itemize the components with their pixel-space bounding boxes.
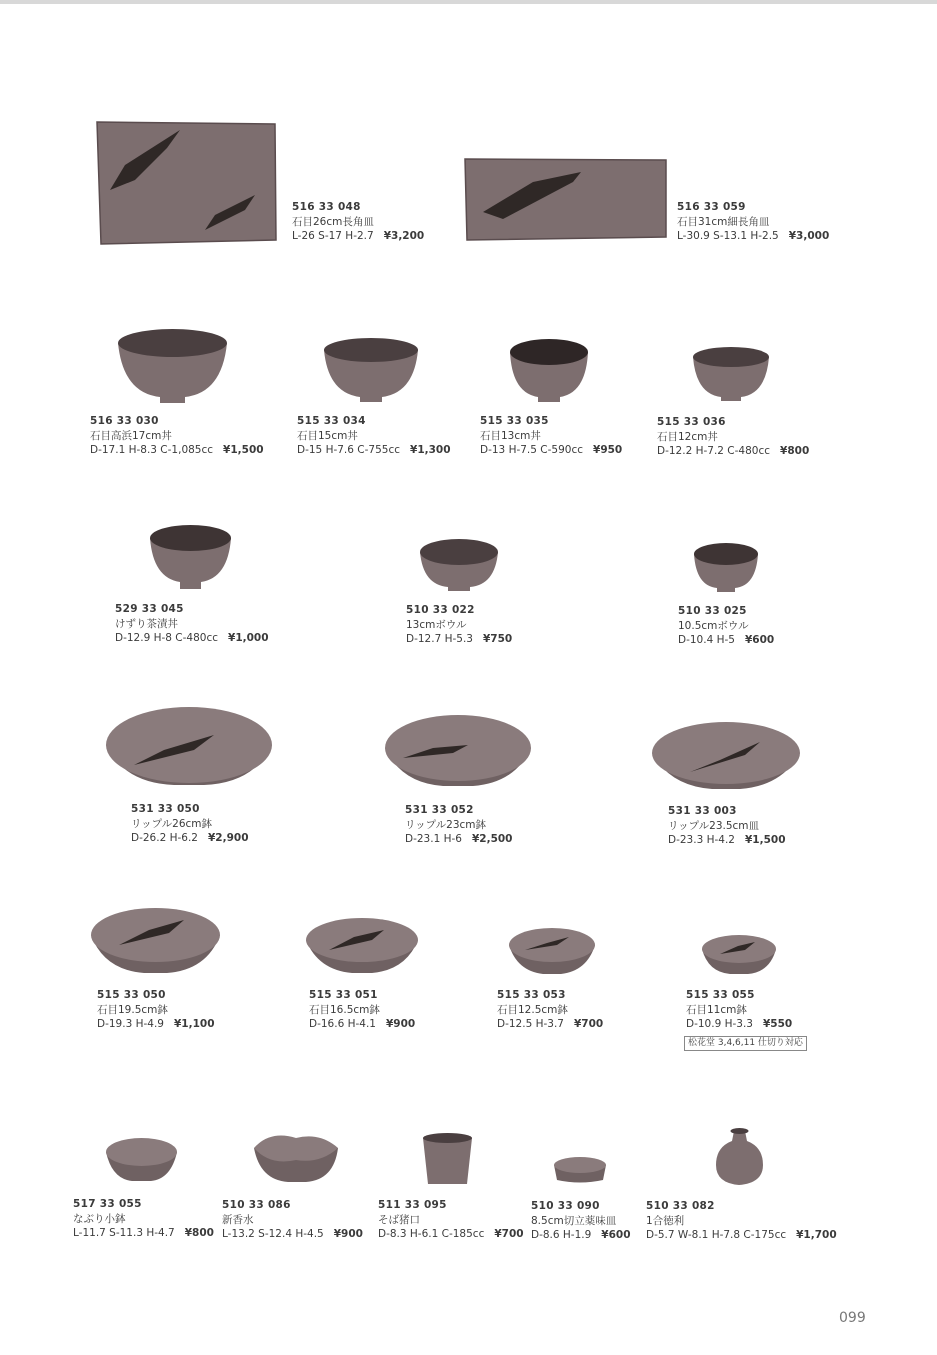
product-price: ¥800 (780, 445, 810, 457)
product-spec: D-10.9 H-3.3 (686, 1018, 753, 1030)
product-name: 石目12.5cm鉢 (497, 1003, 568, 1016)
product-code: 531 33 050 (131, 803, 200, 815)
product-price: ¥1,500 (744, 834, 786, 846)
product-name: なぶり小鉢 (73, 1212, 126, 1225)
product-name: リップル23.5cm皿 (668, 819, 760, 832)
shinko-bowl-image (250, 1130, 342, 1185)
bowl-12-5-image (507, 925, 597, 977)
product-code: 515 33 055 (686, 989, 755, 1001)
product-caption (297, 414, 451, 458)
product-spec: D-13 H-7.5 C-590cc (480, 444, 584, 456)
product-caption (90, 414, 264, 458)
product-name: 石目11cm鉢 (686, 1003, 747, 1016)
product-name: けずり茶漬丼 (115, 617, 178, 630)
product-price: ¥1,000 (228, 632, 269, 644)
product-name: 石目16.5cm鉢 (309, 1003, 380, 1016)
bowl-10-5cm-image (692, 540, 760, 592)
product-caption (646, 1199, 837, 1243)
product-price: ¥2,900 (207, 832, 249, 844)
product-spec: D-8.6 H-1.9 (531, 1229, 592, 1241)
product-caption (405, 803, 513, 847)
product-caption (131, 802, 249, 846)
product-caption (97, 988, 215, 1032)
product-caption (309, 988, 415, 1032)
product-code: 510 33 025 (678, 605, 747, 617)
product-spec: D-12.2 H-7.2 C-480cc (657, 445, 771, 457)
product-name: 13cmボウル (406, 618, 467, 631)
ripple-bowl-23-image (383, 713, 533, 790)
product-price: ¥1,700 (796, 1229, 837, 1241)
product-caption (480, 414, 622, 458)
product-caption (677, 200, 829, 244)
bowl-17-image (115, 325, 230, 405)
product-caption (378, 1198, 524, 1242)
product-caption (115, 602, 269, 646)
product-name: リップル26cm鉢 (131, 817, 213, 830)
product-spec: D-12.7 H-5.3 (406, 633, 473, 645)
sake-bottle-image (712, 1125, 767, 1187)
product-code: 531 33 052 (405, 804, 474, 816)
partition-note: 松花堂 3,4,6,11 仕切り対応 (684, 1036, 807, 1051)
product-code: 510 33 086 (222, 1199, 291, 1211)
product-spec: L-13.2 S-12.4 H-4.5 (222, 1228, 324, 1240)
product-spec: D-8.3 H-6.1 C-185cc (378, 1228, 485, 1240)
bowl-12-image (691, 344, 771, 402)
product-code: 511 33 095 (378, 1199, 447, 1211)
product-price: ¥550 (762, 1018, 793, 1030)
product-code: 516 33 048 (292, 201, 361, 213)
product-spec: L-30.9 S-13.1 H-2.5 (677, 230, 779, 242)
product-spec: D-15 H-7.6 C-755cc (297, 444, 401, 456)
product-price: ¥800 (184, 1227, 214, 1239)
product-price: ¥2,500 (471, 833, 513, 845)
product-name: 石目26cm長角皿 (292, 215, 374, 228)
product-spec: D-16.6 H-4.1 (309, 1018, 376, 1030)
product-code: 510 33 022 (406, 604, 475, 616)
product-code: 515 33 053 (497, 989, 566, 1001)
product-code: 510 33 082 (646, 1200, 715, 1212)
product-price: ¥900 (333, 1228, 363, 1240)
product-name: 1合徳利 (646, 1214, 685, 1227)
product-code: 515 33 035 (480, 415, 549, 427)
product-name: 石目15cm丼 (297, 429, 358, 442)
product-name: 石目13cm丼 (480, 429, 541, 442)
product-name: 新香水 (222, 1213, 254, 1226)
bowl-15-image (322, 335, 420, 403)
product-name: 石目31cm細長角皿 (677, 215, 770, 228)
product-spec: D-17.1 H-8.3 C-1,085cc (90, 444, 214, 456)
product-price: ¥600 (601, 1229, 631, 1241)
chazuke-bowl-image (148, 520, 233, 590)
nabura-bowl-image (104, 1135, 179, 1183)
condiment-dish-image (552, 1153, 608, 1185)
product-price: ¥1,100 (173, 1018, 215, 1030)
page-number: 099 (839, 1310, 866, 1326)
product-name: 10.5cmボウル (678, 619, 749, 632)
product-caption (406, 603, 512, 647)
product-spec: D-5.7 W-8.1 H-7.8 C-175cc (646, 1229, 787, 1241)
product-spec: D-12.9 H-8 C-480cc (115, 632, 219, 644)
ripple-bowl-26-image (104, 705, 274, 790)
product-caption (678, 604, 774, 648)
product-caption (531, 1199, 631, 1243)
bowl-16-5-image (304, 915, 420, 977)
product-code: 515 33 050 (97, 989, 166, 1001)
bowl-11-image (700, 932, 778, 977)
product-spec: L-26 S-17 H-2.7 (292, 230, 374, 242)
rect-plate-31-image (463, 157, 668, 242)
product-code: 531 33 003 (668, 805, 737, 817)
product-spec: D-10.4 H-5 (678, 634, 735, 646)
product-code: 516 33 030 (90, 415, 159, 427)
product-name: 石目高浜17cm丼 (90, 429, 172, 442)
product-code: 515 33 036 (657, 416, 726, 428)
bowl-19-5-image (89, 905, 222, 977)
product-price: ¥700 (573, 1018, 604, 1030)
product-price: ¥900 (385, 1018, 416, 1030)
product-name: そば猪口 (378, 1213, 420, 1226)
product-price: ¥700 (494, 1228, 524, 1240)
product-price: ¥3,200 (383, 230, 425, 242)
product-price: ¥1,500 (223, 444, 264, 456)
product-caption (668, 804, 786, 848)
rect-plate-26-image (95, 120, 280, 245)
product-caption (73, 1197, 214, 1241)
product-code: 510 33 090 (531, 1200, 600, 1212)
product-caption (222, 1198, 363, 1242)
product-price: ¥750 (482, 633, 513, 645)
product-caption (657, 415, 809, 459)
product-spec: D-23.1 H-6 (405, 833, 462, 845)
product-spec: L-11.7 S-11.3 H-4.7 (73, 1227, 175, 1239)
product-caption (292, 200, 424, 244)
product-spec: D-19.3 H-4.9 (97, 1018, 164, 1030)
product-caption (686, 988, 792, 1032)
bowl-13-image (508, 335, 590, 403)
product-name: リップル23cm鉢 (405, 818, 487, 831)
soba-cup-image (420, 1132, 475, 1187)
product-name: 石目19.5cm鉢 (97, 1003, 168, 1016)
product-code: 517 33 055 (73, 1198, 142, 1210)
product-code: 515 33 051 (309, 989, 378, 1001)
product-spec: D-12.5 H-3.7 (497, 1018, 564, 1030)
product-spec: D-26.2 H-6.2 (131, 832, 198, 844)
bowl-13cm-image (418, 535, 500, 591)
top-rule (0, 0, 937, 4)
product-code: 515 33 034 (297, 415, 366, 427)
product-name: 石目12cm丼 (657, 430, 718, 443)
ripple-plate-23-5-image (650, 720, 802, 792)
product-spec: D-23.3 H-4.2 (668, 834, 735, 846)
product-code: 529 33 045 (115, 603, 184, 615)
product-code: 516 33 059 (677, 201, 746, 213)
product-price: ¥3,000 (788, 230, 830, 242)
product-name: 8.5cm切立薬味皿 (531, 1214, 617, 1227)
product-price: ¥950 (593, 444, 623, 456)
product-caption (497, 988, 603, 1032)
product-price: ¥600 (744, 634, 775, 646)
product-price: ¥1,300 (410, 444, 451, 456)
